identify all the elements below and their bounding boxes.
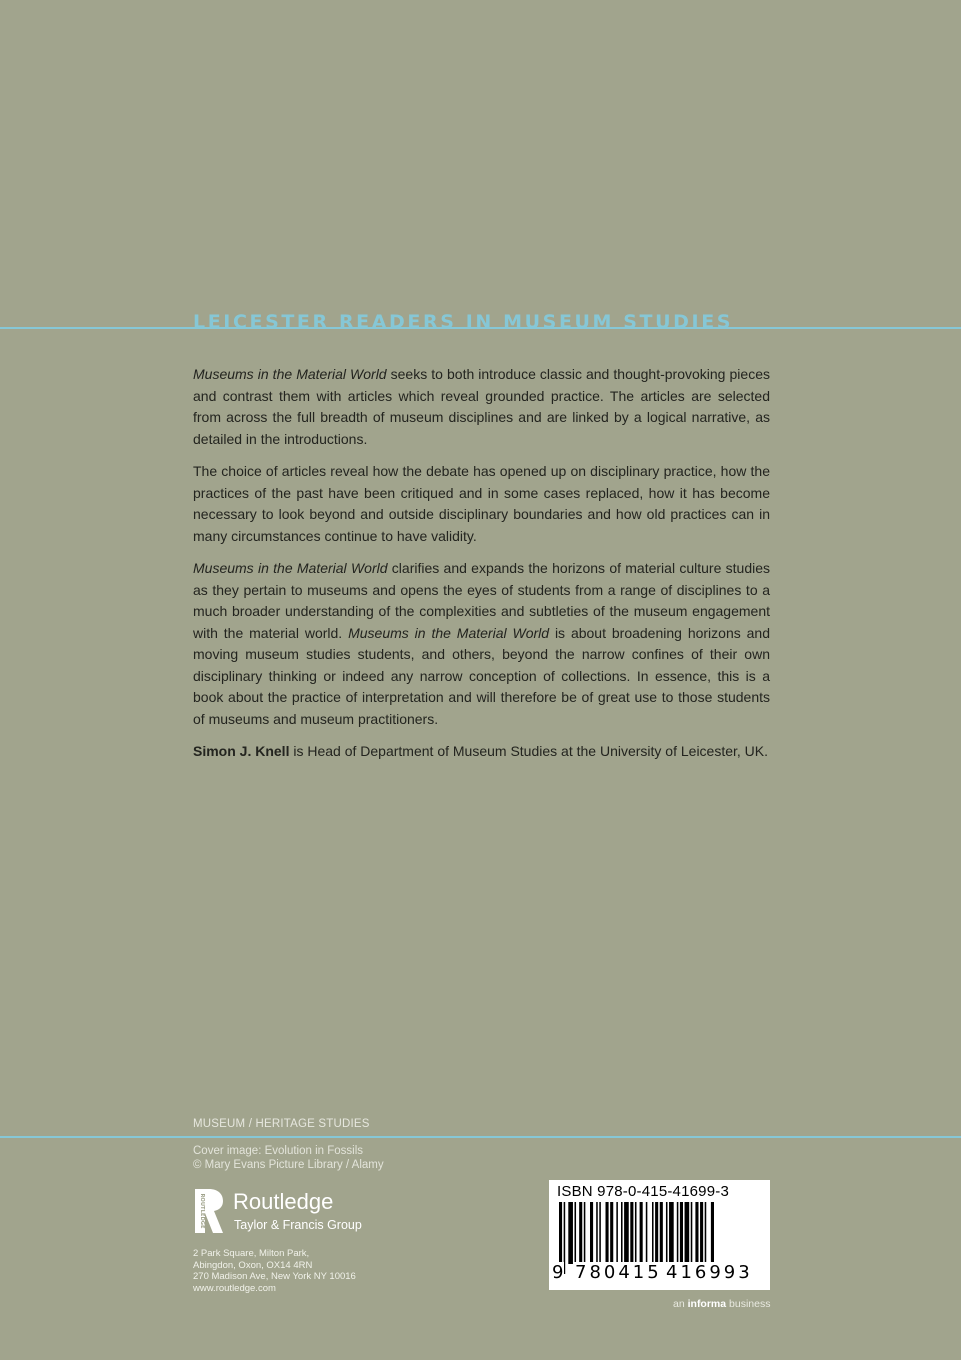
barcode-bar (677, 1202, 679, 1264)
barcode-digits-left: 780415 (575, 1262, 662, 1283)
isbn-barcode (549, 1180, 770, 1290)
barcode-digit-first: 9 (552, 1262, 564, 1283)
author-name: Simon J. Knell (193, 743, 290, 759)
barcode-digits-right: 416993 (666, 1262, 753, 1283)
book-title: Museums in the Material World (348, 624, 550, 641)
blurb-paragraph-2: The choice of articles reveal how the debate has opened up on disciplinary practice, how the practices of the past have been critiqued and in some cases replaced, how it has become necessary to look beyond and outside disciplinary boundaries and how old practices can in many circumstances continue to have validity. (193, 463, 770, 544)
informa-tagline: an informa business (673, 1298, 771, 1310)
barcode-bar (606, 1202, 609, 1264)
barcode-bar (630, 1202, 633, 1264)
barcode-bar (695, 1202, 698, 1264)
barcode-bar (660, 1202, 663, 1264)
barcode-bar (590, 1202, 593, 1264)
barcode-bar (596, 1202, 598, 1264)
barcode-bar (575, 1202, 577, 1264)
routledge-mark-icon (193, 1187, 225, 1235)
author-bio: Simon J. Knell is Head of Department of Museum Studies at the University of Leicester, UK. (193, 743, 769, 759)
barcode-bar (655, 1202, 658, 1264)
blurb (193, 364, 770, 774)
barcode-bar (666, 1202, 668, 1264)
publisher-group: Taylor & Francis Group (234, 1218, 362, 1232)
barcode-bar (669, 1202, 674, 1264)
series-title: LEICESTER READERS IN MUSEUM STUDIES (193, 311, 734, 333)
barcode-bar (646, 1202, 648, 1264)
barcode-bar (621, 1202, 623, 1264)
blurb-paragraph-1: Museums in the Material World seeks to both introduce classic and thought-provoking pieces and contrast them with articles which reveal grounded practice. The articles are selected from across the full breadth of museum disciplines and are linked by a logical narrative, as detailed in the introductions. (193, 366, 770, 447)
barcode-bar (705, 1202, 707, 1264)
barcode-bar (680, 1202, 683, 1264)
isbn-label: ISBN 978-0-415-41699-3 (557, 1183, 730, 1200)
blurb-paragraph-3: Museums in the Material World clarifies and expands the horizons of material culture studies as they pertain to museums and opens the eyes of students from a range of disciplines to a much broader understanding of the complexities and subtleties of the museum engagement with the material world. Museums in the Material World is about broadening horizons and moving museum studies students, and others, beyond the narrow confines of their own disciplinary thinking or indeed any narrow conception of collections. In essence, this is a book about the practice of interpretation and will therefore be of great use to those students of museums and museum practitioners. (193, 560, 770, 727)
cover-credit: Cover image: Evolution in Fossils © Mary Evans Picture Library / Alamy (193, 1145, 384, 1171)
barcode-bar (599, 1202, 601, 1264)
barcode-bar (610, 1202, 613, 1264)
barcode-bar (691, 1202, 693, 1264)
bottom-accent-rule (0, 1136, 961, 1138)
barcode-bar (616, 1202, 618, 1264)
barcode-bar (579, 1202, 582, 1264)
book-title: Museums in the Material World (193, 366, 387, 382)
barcode-bar (568, 1202, 573, 1264)
publisher-address: 2 Park Square, Milton Park, Abingdon, Oxon, OX14 4RN 270 Madison Ave, New York NY 10016 www.routledge.com (193, 1248, 356, 1294)
barcode-bar (700, 1202, 703, 1264)
barcode-digits (549, 1262, 770, 1288)
barcode-bar (685, 1202, 690, 1264)
publisher-name: Routledge (233, 1189, 334, 1214)
svg-text:ROUTLEDGE: ROUTLEDGE (199, 1193, 205, 1229)
routledge-logo (193, 1187, 393, 1239)
book-title: Museums in the Material World (193, 560, 388, 576)
barcode-bar (584, 1202, 586, 1264)
barcode-bar (624, 1202, 629, 1264)
barcode-bar (652, 1202, 654, 1264)
subject-category: MUSEUM / HERITAGE STUDIES (193, 1118, 370, 1130)
